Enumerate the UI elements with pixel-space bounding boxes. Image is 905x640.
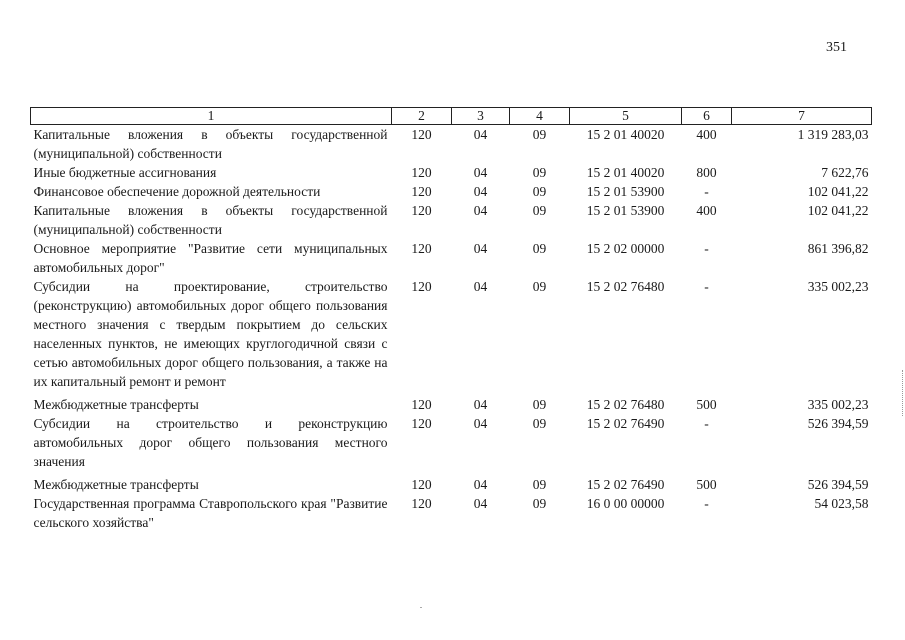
row-name: Финансовое обеспечение дорожной деятельности — [33, 184, 321, 199]
row-section: 04 — [473, 279, 488, 294]
row-expense-type: - — [704, 184, 709, 199]
row-section: 04 — [473, 397, 488, 412]
row-subsection: 09 — [532, 477, 547, 492]
row-amount: 526 394,59 — [807, 477, 869, 492]
header-col-2: 2 — [392, 108, 452, 125]
row-subsection: 09 — [532, 165, 547, 180]
table-row — [31, 239, 872, 277]
scan-artifact-mark — [902, 370, 904, 416]
row-amount: 335 002,23 — [807, 279, 869, 294]
row-section: 04 — [473, 184, 488, 199]
row-name: Межбюджетные трансферты — [33, 397, 199, 412]
table-header — [31, 108, 872, 125]
table-row — [31, 125, 872, 164]
table-row — [31, 395, 872, 414]
row-subsection: 09 — [532, 496, 547, 511]
budget-table-container — [30, 107, 871, 532]
row-name: Межбюджетные трансферты — [33, 477, 199, 492]
table-row — [31, 182, 872, 201]
budget-table — [30, 107, 872, 532]
row-ministry-code: 120 — [411, 477, 432, 492]
row-ministry-code: 120 — [411, 397, 432, 412]
row-name: Капитальные вложения в объекты государственной (муниципальной) собственности — [33, 203, 388, 237]
row-name: Основное мероприятие "Развитие сети муниципальных автомобильных дорог" — [33, 241, 388, 275]
row-section: 04 — [473, 496, 488, 511]
row-subsection: 09 — [532, 241, 547, 256]
row-ministry-code: 120 — [411, 241, 432, 256]
row-section: 04 — [473, 165, 488, 180]
row-ministry-code: 120 — [411, 184, 432, 199]
row-ministry-code: 120 — [411, 165, 432, 180]
row-expense-type: - — [704, 241, 709, 256]
header-col-3: 3 — [452, 108, 510, 125]
row-amount: 102 041,22 — [807, 203, 869, 218]
table-row — [31, 494, 872, 532]
row-name: Субсидии на проектирование, строительство (реконструкцию) автомобильных дорог общего пользования местного значения с твердым покрытием до сельских населенных пунктов, не имеющих круглогодичной связи с сетью автомобильных дорог общего пользования, а также на их капитальный ремонт и ремонт — [33, 279, 388, 389]
row-section: 04 — [473, 203, 488, 218]
header-col-1: 1 — [31, 108, 392, 125]
row-ministry-code: 120 — [411, 127, 432, 142]
row-ministry-code: 120 — [411, 496, 432, 511]
row-subsection: 09 — [532, 127, 547, 142]
row-name: Государственная программа Ставропольского края "Развитие сельского хозяйства" — [33, 496, 388, 530]
header-col-7: 7 — [732, 108, 872, 125]
row-expense-type: - — [704, 416, 709, 431]
row-name: Капитальные вложения в объекты государственной (муниципальной) собственности — [33, 127, 388, 161]
row-target-article: 15 2 01 40020 — [586, 127, 665, 142]
row-amount: 335 002,23 — [807, 397, 869, 412]
table-row — [31, 163, 872, 182]
row-subsection: 09 — [532, 279, 547, 294]
row-amount: 1 319 283,03 — [797, 127, 869, 142]
row-amount: 102 041,22 — [807, 184, 869, 199]
row-subsection: 09 — [532, 397, 547, 412]
row-expense-type: 400 — [696, 203, 717, 218]
row-amount: 526 394,59 — [807, 416, 869, 431]
row-expense-type: 500 — [696, 477, 717, 492]
table-row — [31, 414, 872, 475]
row-expense-type: 500 — [696, 397, 717, 412]
row-target-article: 15 2 02 76480 — [586, 397, 665, 412]
header-col-6: 6 — [682, 108, 732, 125]
page-number: 351 — [826, 40, 847, 55]
row-subsection: 09 — [532, 203, 547, 218]
row-section: 04 — [473, 127, 488, 142]
table-row — [31, 475, 872, 494]
row-expense-type: 800 — [696, 165, 717, 180]
row-ministry-code: 120 — [411, 416, 432, 431]
row-ministry-code: 120 — [411, 279, 432, 294]
row-amount: 861 396,82 — [807, 241, 869, 256]
table-body — [31, 125, 872, 533]
row-section: 04 — [473, 477, 488, 492]
row-target-article: 15 2 02 76490 — [586, 477, 665, 492]
row-target-article: 15 2 02 00000 — [586, 241, 665, 256]
row-expense-type: 400 — [696, 127, 717, 142]
table-row — [31, 201, 872, 239]
row-expense-type: - — [704, 279, 709, 294]
row-amount: 7 622,76 — [821, 165, 869, 180]
row-target-article: 15 2 02 76480 — [586, 279, 665, 294]
header-col-5: 5 — [570, 108, 682, 125]
row-expense-type: - — [704, 496, 709, 511]
row-target-article: 15 2 01 40020 — [586, 165, 665, 180]
row-subsection: 09 — [532, 184, 547, 199]
row-target-article: 15 2 01 53900 — [586, 184, 665, 199]
table-row — [31, 277, 872, 395]
row-name: Иные бюджетные ассигнования — [33, 165, 217, 180]
row-target-article: 16 0 00 00000 — [586, 496, 665, 511]
row-ministry-code: 120 — [411, 203, 432, 218]
scan-artifact-dot — [420, 607, 422, 608]
row-target-article: 15 2 02 76490 — [586, 416, 665, 431]
header-col-4: 4 — [510, 108, 570, 125]
row-target-article: 15 2 01 53900 — [586, 203, 665, 218]
row-subsection: 09 — [532, 416, 547, 431]
row-amount: 54 023,58 — [814, 496, 869, 511]
row-section: 04 — [473, 416, 488, 431]
row-name: Субсидии на строительство и реконструкцию автомобильных дорог общего пользования местного значения — [33, 416, 388, 469]
row-section: 04 — [473, 241, 488, 256]
